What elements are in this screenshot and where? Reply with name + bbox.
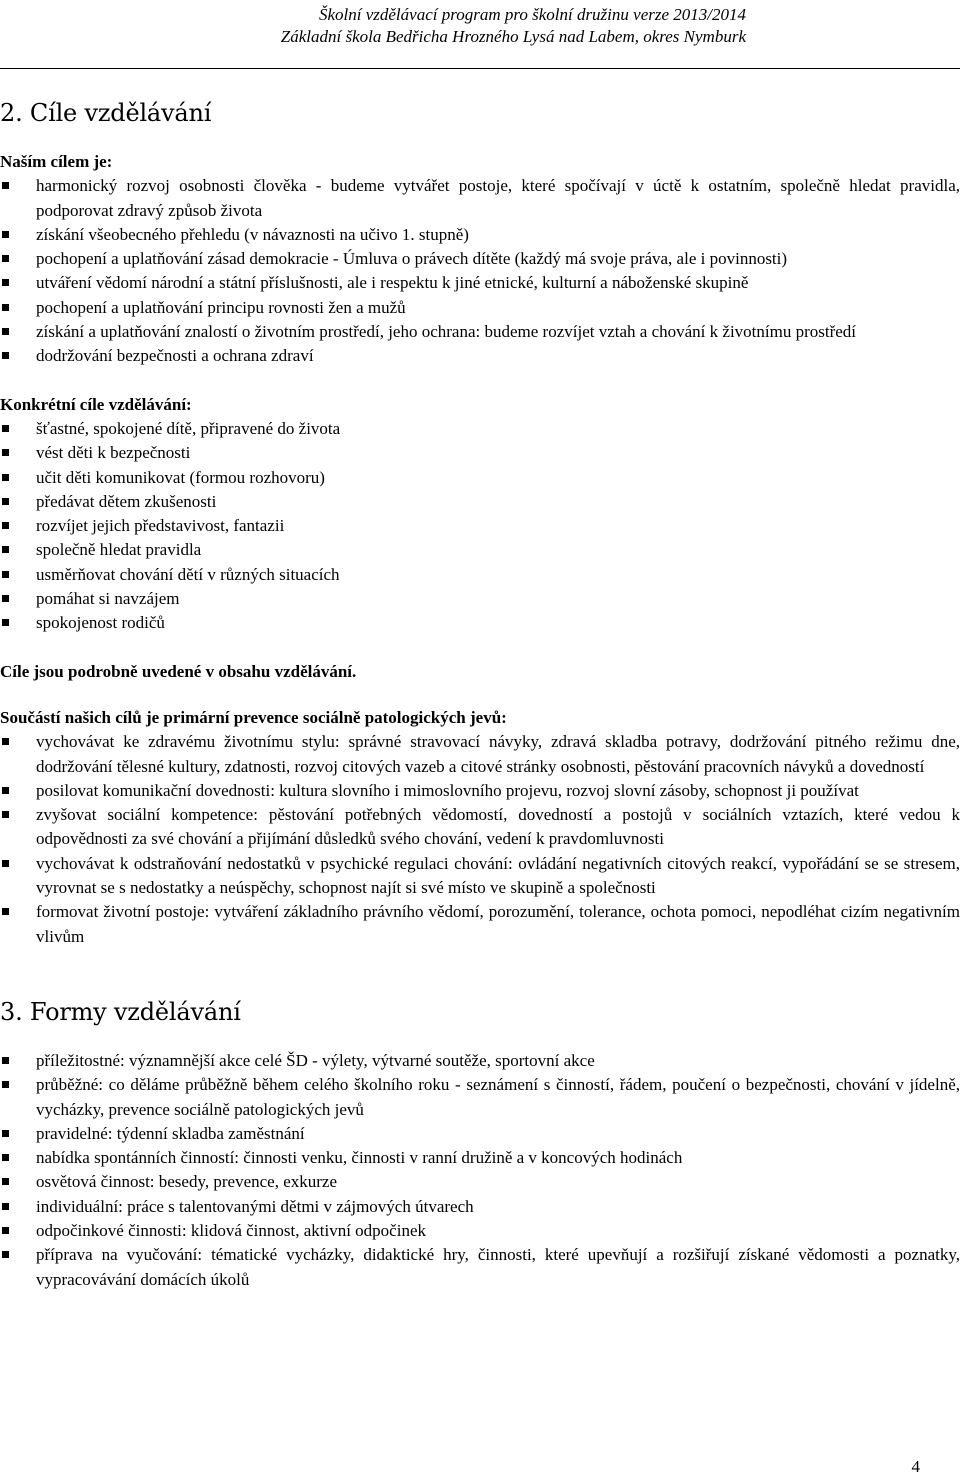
list-item: získání všeobecného přehledu (v návaznosti na učivo 1. stupně) <box>0 223 960 247</box>
list-item: pomáhat si navzájem <box>0 587 960 611</box>
list-item: spokojenost rodičů <box>0 611 960 635</box>
list-item: získání a uplatňování znalostí o životním prostředí, jeho ochrana: budeme rozvíjet vztah a chování k životnímu prostředí <box>0 320 960 344</box>
list-item: harmonický rozvoj osobnosti člověka - budeme vytvářet postoje, které spočívají v úctě k ostatním, společně hledat pravidla, podporovat zdravý způsob života <box>0 174 960 223</box>
list-item: vést děti k bezpečnosti <box>0 441 960 465</box>
header-line-1: Školní vzdělávací program pro školní družinu verze 2013/2014 <box>318 5 746 24</box>
details-note: Cíle jsou podrobně uvedené v obsahu vzdělávání. <box>0 661 357 681</box>
list-item: šťastné, spokojené dítě, připravené do života <box>0 417 960 441</box>
page-header <box>281 4 746 48</box>
list-item: usměrňovat chování dětí v různých situacích <box>0 563 960 587</box>
list-item: osvětová činnost: besedy, prevence, exkurze <box>0 1170 960 1194</box>
page-number: 4 <box>911 1457 920 1476</box>
list-item: pochopení a uplatňování principu rovnosti žen a mužů <box>0 296 960 320</box>
list-item: pravidelné: týdenní skladba zaměstnání <box>0 1122 960 1146</box>
list-item: utváření vědomí národní a státní příslušnosti, ale i respektu k jiné etnické, kulturní a náboženské skupině <box>0 271 960 295</box>
list-item: společně hledat pravidla <box>0 538 960 562</box>
list-item: individuální: práce s talentovanými dětmi v zájmových útvarech <box>0 1195 960 1219</box>
section-2-title: 2. Cíle vzdělávání <box>0 99 212 127</box>
page-content <box>0 96 960 1292</box>
prevention-label: Součástí našich cílů je primární prevence sociálně patologických jevů: <box>0 707 507 727</box>
list-item: učit děti komunikovat (formou rozhovoru) <box>0 466 960 490</box>
list-item: dodržování bezpečnosti a ochrana zdraví <box>0 344 960 368</box>
section-3-title: 3. Formy vzdělávání <box>0 997 241 1026</box>
aims-list <box>0 174 960 368</box>
list-item: zvyšovat sociální kompetence: pěstování potřebných vědomostí, dovedností a postojů v sociálních vztazích, které vedou k odpovědnosti za své chování a přijímání důsledků svého chování, vedení k pravdomluvnosti <box>0 803 960 852</box>
list-item: příležitostné: významnější akce celé ŠD - výlety, výtvarné soutěže, sportovní akce <box>0 1049 960 1073</box>
aims-label: Naším cílem je: <box>0 152 113 171</box>
forms-list <box>0 1049 960 1292</box>
header-line-2: Základní škola Bedřicha Hrozného Lysá nad Labem, okres Nymburk <box>280 27 746 46</box>
list-item: příprava na vyučování: tématické vycházky, didaktické hry, činnosti, které upevňují a rozšiřují získané vědomosti a poznatky, vypracovávání domácích úkolů <box>0 1243 960 1292</box>
list-item: vychovávat k odstraňování nedostatků v psychické regulaci chování: ovládání negativních citových reakcí, vypořádání se se stresem, vyrovnat se s nedostatky a neúspěchy, schopnost najít si své místo ve skupině a společnosti <box>0 852 960 901</box>
list-item: rozvíjet jejich představivost, fantazii <box>0 514 960 538</box>
list-item: předávat dětem zkušenosti <box>0 490 960 514</box>
concrete-aims-label: Konkrétní cíle vzdělávání: <box>0 394 192 414</box>
prevention-list <box>0 730 960 949</box>
list-item: nabídka spontánních činností: činnosti venku, činnosti v ranní družině a v koncových hodinách <box>0 1146 960 1170</box>
concrete-aims-list <box>0 417 960 636</box>
list-item: pochopení a uplatňování zásad demokracie - Úmluva o právech dítěte (každý má svoje práva, ale i povinnosti) <box>0 247 960 271</box>
list-item: posilovat komunikační dovednosti: kultura slovního i mimoslovního projevu, rozvoj slovní zásoby, schopnost ji používat <box>0 779 960 803</box>
header-rule <box>0 68 960 69</box>
list-item: průběžné: co děláme průběžně během celého školního roku - seznámení s činností, řádem, poučení o bezpečnosti, chování v jídelně, vycházky, prevence sociálně patologických jevů <box>0 1073 960 1122</box>
list-item: odpočinkové činnosti: klidová činnost, aktivní odpočinek <box>0 1219 960 1243</box>
list-item: vychovávat ke zdravému životnímu stylu: správné stravovací návyky, zdravá skladba potravy, dodržování pitného režimu dne, dodržování tělesné kultury, zdatnosti, rozvoj citových vazeb a citové stránky osobnosti, pěstování pracovních návyků a dovedností <box>0 730 960 779</box>
list-item: formovat životní postoje: vytváření základního právního vědomí, porozumění, tolerance, ochota pomoci, nepodléhat cizím negativním vlivům <box>0 900 960 949</box>
